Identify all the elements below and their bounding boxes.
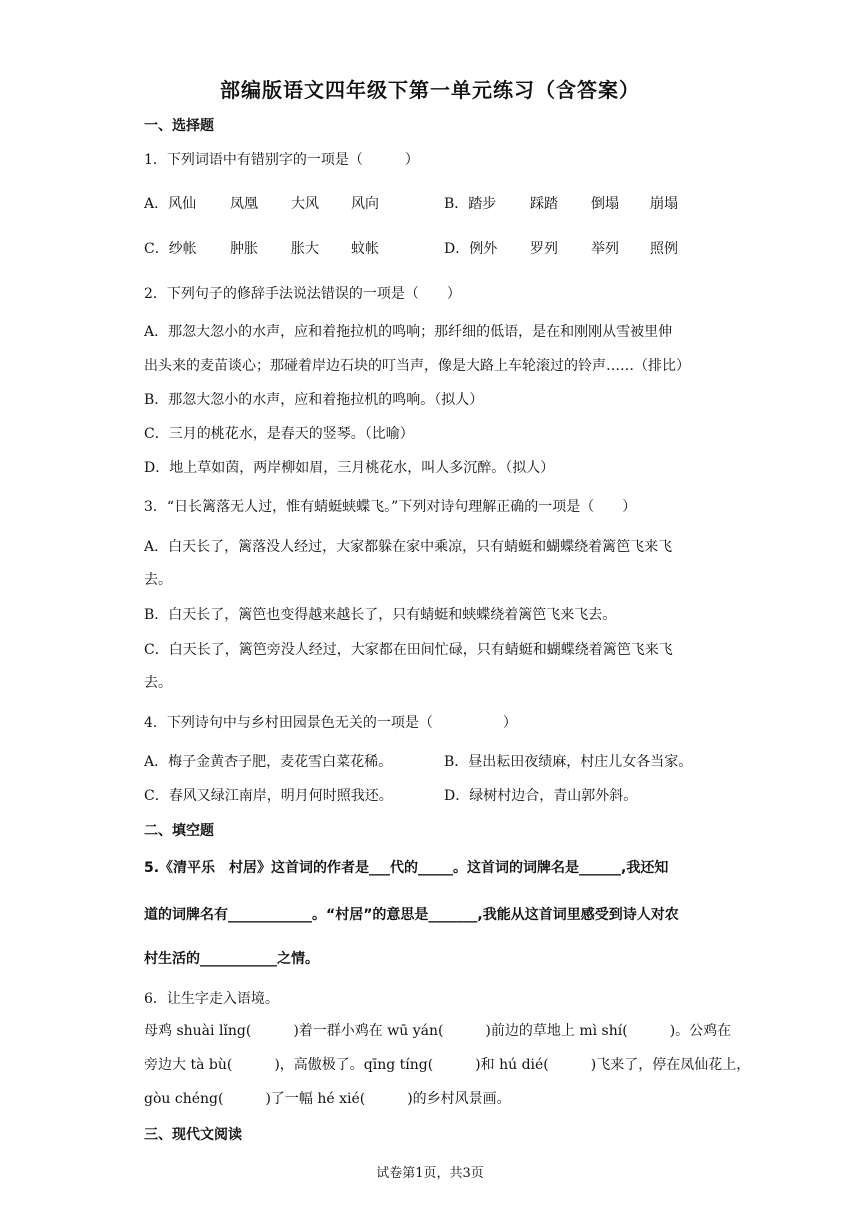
question-2-option-d: D．地上草如茵，两岸柳如眉，三月桃花水，叫人多沉醉。（拟人） xyxy=(144,460,555,476)
question-5-line-1: 5.《清平乐 村居》这首词的作者是___代的_____。这首词的词牌名是______,我还知 xyxy=(144,860,669,876)
question-4-option-d: D．绿树村边合，青山郭外斜。 xyxy=(444,788,638,804)
question-3-option-c-line-2: 去。 xyxy=(144,675,172,691)
question-5-line-2: 道的词牌名有____________。“村居”的意思是_______,我能从这首词里感受到诗人对农 xyxy=(144,907,679,923)
option-c-word-1: C．纱帐 xyxy=(144,241,197,257)
option-b-word-3: 倒塌 xyxy=(591,196,619,212)
question-2-stem: 2．下列句子的修辞手法说法错误的一项是（ ） xyxy=(144,286,461,302)
option-d-word-2: 罗列 xyxy=(530,241,558,257)
question-3-option-b: B．白天长了，篱笆也变得越来越长了，只有蜻蜓和蛱蝶绕着篱笆飞来飞去。 xyxy=(144,607,617,623)
question-3-option-a-line-2: 去。 xyxy=(144,572,172,588)
option-c-word-2: 肿胀 xyxy=(230,241,258,257)
option-a-word-4: 风向 xyxy=(351,196,379,212)
page-title: 部编版语文四年级下第一单元练习（含答案） xyxy=(220,78,640,102)
option-c-word-3: 胀大 xyxy=(291,241,319,257)
question-6-line-1: 母鸡 shuài lǐng( )着一群小鸡在 wū yán( )前边的草地上 mì shí( )。公鸡在 xyxy=(144,1023,732,1039)
option-c-word-4: 蚊帐 xyxy=(351,241,379,257)
question-2-option-c: C．三月的桃花水，是春天的竖琴。（比喻） xyxy=(144,426,414,442)
question-6-line-3: gòu chéng( )了一幅 hé xié( )的乡村风景画。 xyxy=(144,1091,511,1107)
option-d-word-3: 举列 xyxy=(591,241,619,257)
option-b-word-2: 踩踏 xyxy=(530,196,558,212)
option-d-word-4: 照例 xyxy=(650,241,678,257)
option-a-word-3: 大风 xyxy=(291,196,319,212)
question-3-option-a-line-1: A．白天长了，篱落没人经过，大家都躲在家中乘凉，只有蜻蜓和蝴蝶绕着篱笆飞来飞 xyxy=(144,539,673,555)
question-2-option-a-line-2: 出头来的麦苗谈心；那碰着岸边石块的叮当声，像是大路上车轮滚过的铃声……（排比） xyxy=(144,358,690,374)
question-2-option-a-line-1: A．那忽大忽小的水声，应和着拖拉机的鸣响；那纤细的低语，是在和刚刚从雪被里伸 xyxy=(144,324,673,340)
question-6-line-2: 旁边大 tà bù( )，高傲极了。qīng tíng( )和 hú dié( )飞来了，停在凤仙花上， xyxy=(144,1057,751,1073)
question-6-stem: 6．让生字走入语境。 xyxy=(144,991,279,1007)
option-a-word-1: A．风仙 xyxy=(144,196,197,212)
section-heading-choice: 一、选择题 xyxy=(144,118,214,134)
question-4-option-b: B．昼出耘田夜绩麻，村庄儿女各当家。 xyxy=(444,754,693,770)
question-5-line-3: 村生活的___________之情。 xyxy=(144,951,319,967)
page-footer: 试卷第1页，共3页 xyxy=(376,1166,484,1181)
section-heading-reading: 三、现代文阅读 xyxy=(144,1127,242,1143)
question-3-option-c-line-1: C．白天长了，篱笆旁没人经过，大家都在田间忙碌，只有蜻蜓和蝴蝶绕着篱笆飞来飞 xyxy=(144,642,673,658)
option-b-word-4: 崩塌 xyxy=(650,196,678,212)
question-1-stem: 1．下列词语中有错别字的一项是（ ） xyxy=(144,152,419,168)
option-d-word-1: D．例外 xyxy=(444,241,498,257)
option-b-word-1: B．踏步 xyxy=(444,196,497,212)
question-4-option-c: C．春风又绿江南岸，明月何时照我还。 xyxy=(144,788,393,804)
question-4-option-a: A．梅子金黄杏子肥，麦花雪白菜花稀。 xyxy=(144,754,393,770)
option-a-word-2: 凤凰 xyxy=(230,196,258,212)
question-3-stem: 3．“日长篱落无人过，惟有蜻蜓蛱蝶飞。”下列对诗句理解正确的一项是（ ） xyxy=(144,499,637,515)
question-2-option-b: B．那忽大忽小的水声，应和着拖拉机的鸣响。（拟人） xyxy=(144,392,484,408)
question-4-stem: 4．下列诗句中与乡村田园景色无关的一项是（ ） xyxy=(144,715,517,731)
section-heading-fill: 二、填空题 xyxy=(144,823,214,839)
